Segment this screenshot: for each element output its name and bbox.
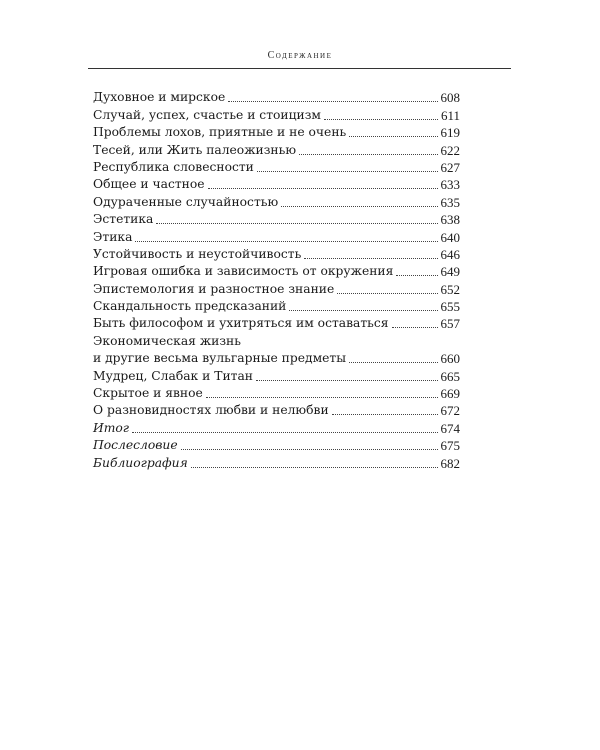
dot-leader [135,241,437,242]
dot-leader [289,310,437,311]
toc-entry-page: 665 [440,368,460,384]
toc-entry-title: Эпистемология и разностное знание [93,281,335,296]
toc-entry[interactable] [93,366,460,383]
dot-leader [132,432,437,433]
toc-entry[interactable] [93,418,460,435]
toc-entry[interactable] [93,175,460,192]
toc-entry-title: Проблемы лохов, приятные и не очень [93,125,347,140]
dot-leader [396,275,437,276]
dot-leader [392,327,438,328]
toc-entry-title: Скандальность предсказаний [93,299,287,314]
toc-entry-page: 657 [440,316,460,332]
dot-leader [228,101,437,102]
toc-entry-page: 633 [440,177,460,193]
toc-entry-title: Республика словесности [93,159,254,174]
toc-entry-title: Скрытое и явное [93,386,203,401]
toc-entry[interactable] [93,227,460,244]
toc-entry-title-line1[interactable]: Экономическая жизнь [93,333,241,348]
toc-entry[interactable] [93,297,460,314]
toc-entry[interactable] [93,279,460,296]
toc-entry[interactable] [93,245,460,262]
toc-entry-page: 627 [440,159,460,175]
header-rule [88,68,511,69]
toc-entry-title: Случай, успех, счастье и стоицизм [93,107,321,122]
toc-entry-page: 638 [440,212,460,228]
dot-leader [337,293,437,294]
toc-entry[interactable] [93,210,460,227]
table-of-contents [93,88,460,471]
toc-entry-page: 649 [440,264,460,280]
dot-leader [281,206,437,207]
toc-entry-title: Этика [93,229,133,244]
toc-entry-page: 660 [440,351,460,367]
toc-entry-title: Духовное и мирское [93,90,226,105]
toc-entry-page: 619 [440,125,460,141]
toc-entry[interactable] [93,123,460,140]
toc-entry-title: Тесей, или Жить палеожизнью [93,142,297,157]
toc-entry-page: 674 [440,420,460,436]
toc-entry[interactable] [93,105,460,122]
dot-leader [181,449,438,450]
dot-leader [256,380,438,381]
toc-entry[interactable] [93,262,460,279]
toc-entry[interactable] [93,384,460,401]
toc-entry[interactable] [93,453,460,470]
toc-entry-title: Библиография [93,455,188,470]
toc-entry-page: 611 [440,107,460,123]
toc-entry-title: Итог [93,420,130,435]
toc-entry[interactable] [93,349,460,366]
toc-entry-page: 635 [440,194,460,210]
dot-leader [206,397,438,398]
toc-entry-page: 622 [440,142,460,158]
toc-entry-page: 672 [440,403,460,419]
toc-entry-title: Послесловие [93,438,178,453]
toc-entry-page: 640 [440,229,460,245]
dot-leader [349,362,437,363]
toc-entry-title: и другие весьма вульгарные предметы [93,351,347,366]
dot-leader [156,223,437,224]
toc-entry[interactable] [93,436,460,453]
toc-entry[interactable] [93,140,460,157]
toc-entry-page: 652 [440,281,460,297]
toc-entry-page: 669 [440,386,460,402]
toc-entry[interactable] [93,88,460,105]
dot-leader [208,188,438,189]
toc-entry-title: Быть философом и ухитряться им оставаться [93,316,389,331]
toc-entry-page: 682 [440,455,460,471]
toc-entry-page: 646 [440,246,460,262]
toc-entry-title: Устойчивость и неустойчивость [93,246,302,261]
toc-entry-title: О разновидностях любви и нелюбви [93,403,329,418]
toc-entry-title: Одураченные случайностью [93,194,279,209]
toc-entry[interactable] [93,192,460,209]
toc-entry[interactable] [93,401,460,418]
dot-leader [257,171,438,172]
dot-leader [191,467,438,468]
dot-leader [349,136,437,137]
toc-entry-title: Общее и частное [93,177,205,192]
toc-entry-page: 655 [440,299,460,315]
dot-leader [332,414,438,415]
toc-entry-title: Мудрец, Слабак и Титан [93,368,253,383]
toc-entry-page: 675 [440,438,460,454]
toc-entry-page: 608 [440,90,460,106]
running-title: Содержание [267,50,333,61]
toc-entry[interactable] [93,158,460,175]
toc-entry-title: Эстетика [93,212,154,227]
dot-leader [304,258,437,259]
dot-leader [299,154,437,155]
toc-entry[interactable] [93,314,460,331]
dot-leader [324,119,438,120]
toc-entry-title: Игровая ошибка и зависимость от окружения [93,264,394,279]
